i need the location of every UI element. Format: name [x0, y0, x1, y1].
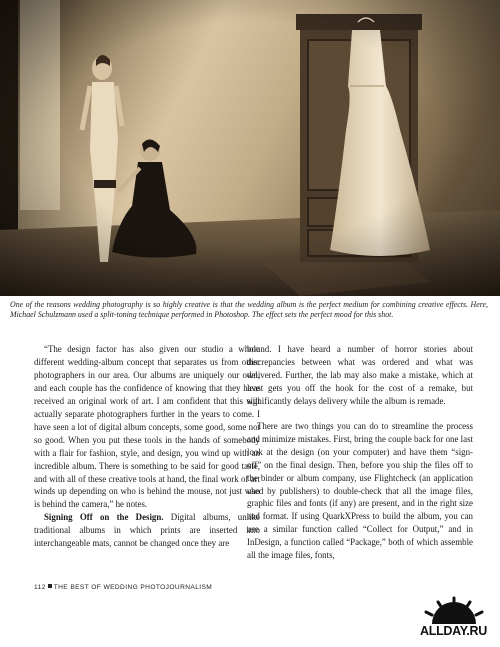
- body-column-right: [247, 343, 473, 562]
- paragraph-text: Digital albums, unlike traditional albums in which prints are inserted into interchangeable mats, cannot be changed once they are: [34, 512, 260, 549]
- section-run-in-heading: Signing Off on the Design.: [44, 512, 164, 523]
- paragraph: bound. I have heard a number of horror stories about discrepancies between what was ordered and what was delivered. Further, the lab may also make a mistake, which at least gets you off the hook for the cost of a remake, but significantly delays delivery while the album is remade.: [247, 344, 473, 406]
- separator-square-icon: [48, 584, 52, 588]
- page-number: 112: [34, 584, 46, 591]
- photo-caption: One of the reasons wedding photography is so highly creative is that the wedding album is the perfect medium for combining creative effects. Here, Michael Schulzmann used a split-toning technique performed in Photoshop. The effect sets the perfect mood for this shot.: [10, 300, 488, 320]
- paragraph-signing-off: [34, 511, 260, 550]
- wedding-photo: [0, 0, 500, 296]
- watermark-text: ALLDAY.RU: [420, 624, 487, 638]
- running-head: THE BEST OF WEDDING PHOTOJOURNALISM: [53, 584, 213, 591]
- paragraph: “The design factor has also given our studio a whole different wedding-album concept that separates us from other photographers in our area. Our albums are uniquely our own, and each couple has the confidence of knowing that they have received an original work of art. I am confident that this will actually separate photographers further in the years to come. I have seen a lot of digital album concepts, some good, some not so good. When you put these tools in the hands of somebody with a flair for fashion, style, and design, you wind up with an incredible album. There is something to be said for good taste, and with all of these creative tools at hand, the final work of art winds up depending on who is behind the mouse, not just who is behind the camera,” he notes.: [34, 344, 260, 510]
- paragraph: There are two things you can do to streamline the process and minimize mistakes. First, bring the couple back for one last look at the design (on your computer) and have them “sign-off” on the final design. Then, before you ship the files off to the binder or album company, use Flightcheck (an application used by publishers) to double-check that all the image files, graphic files and fonts (if any) are present, and in the right size and format. If using QuarkXPress to build the album, you can use a similar function called “Collect for Output,” and in InDesign, a function called “Package,” both of which assemble all the image files, fonts,: [247, 420, 473, 561]
- body-column-left: [34, 343, 260, 550]
- wedding-photo-illustration: [0, 0, 500, 296]
- page-footer: [34, 584, 212, 591]
